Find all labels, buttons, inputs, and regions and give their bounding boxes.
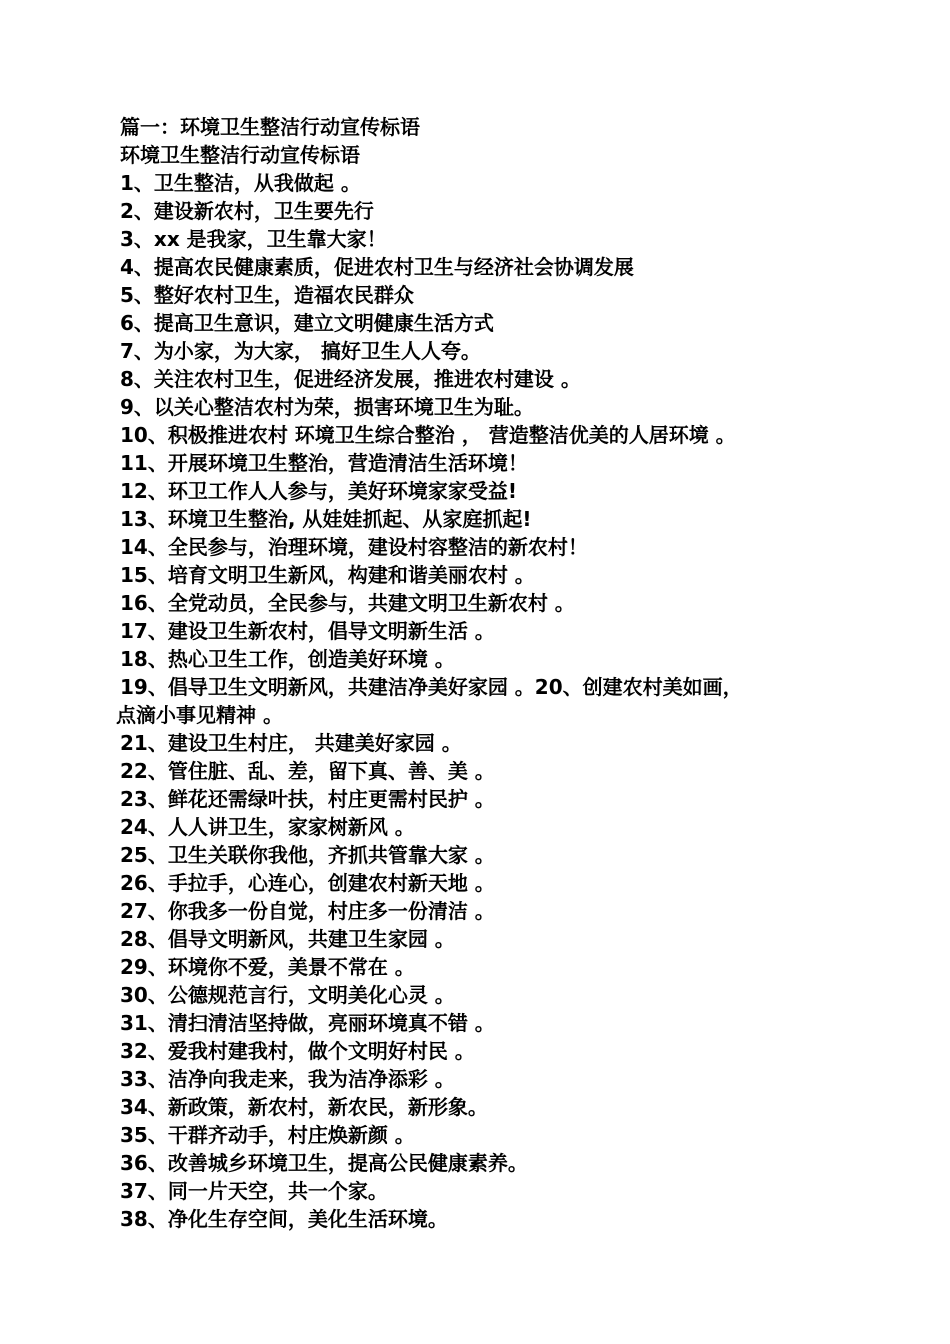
- slogan-item: 27、你我多一份自觉，村庄多一份清洁 。: [120, 899, 495, 923]
- slogan-item: 24、人人讲卫生，家家树新风 。: [120, 815, 415, 839]
- slogan-item: 18、热心卫生工作，创造美好环境 。: [120, 647, 455, 671]
- slogan-item: 28、倡导文明新风，共建卫生家园 。: [120, 927, 455, 951]
- slogan-item: 19、倡导卫生文明新风，共建洁净美好家园 。20、创建农村美如画，: [120, 675, 743, 699]
- slogan-item: 33、洁净向我走来，我为洁净添彩 。: [120, 1067, 455, 1091]
- slogan-item: 12、环卫工作人人参与，美好环境家家受益!: [120, 479, 517, 503]
- slogan-item: 35、干群齐动手，村庄焕新颜 。: [120, 1123, 415, 1147]
- slogan-item: 38、净化生存空间，美化生活环境。: [120, 1207, 448, 1231]
- slogan-item: 3、xx 是我家，卫生靠大家！: [120, 227, 387, 251]
- slogan-item: 21、建设卫生村庄， 共建美好家园 。: [120, 731, 462, 755]
- slogan-item: 25、卫生关联你我他，齐抓共管靠大家 。: [120, 843, 495, 867]
- slogan-item: 5、整好农村卫生，造福农民群众: [120, 283, 414, 307]
- document-heading: 篇一：环境卫生整洁行动宣传标语: [120, 115, 420, 139]
- slogan-item: 17、建设卫生新农村，倡导文明新生活 。: [120, 619, 495, 643]
- slogan-item: 8、关注农村卫生，促进经济发展，推进农村建设 。: [120, 367, 581, 391]
- slogan-item: 29、环境你不爱，美景不常在 。: [120, 955, 415, 979]
- slogan-item: 7、为小家，为大家， 搞好卫生人人夸。: [120, 339, 481, 363]
- slogan-item: 11、开展环境卫生整治，营造清洁生活环境！: [120, 451, 528, 475]
- slogan-item: 16、全党动员，全民参与，共建文明卫生新农村 。: [120, 591, 575, 615]
- slogan-item: 2、建设新农村，卫生要先行: [120, 199, 374, 223]
- slogan-item: 23、鲜花还需绿叶扶，村庄更需村民护 。: [120, 787, 495, 811]
- slogan-item: 10、积极推进农村 环境卫生综合整治 ， 营造整洁优美的人居环境 。: [120, 423, 736, 447]
- slogan-item: 31、清扫清洁坚持做，亮丽环境真不错 。: [120, 1011, 495, 1035]
- slogan-item: 1、卫生整洁，从我做起 。: [120, 171, 361, 195]
- document-body: [116, 113, 856, 1233]
- slogan-item: 34、新政策，新农村，新农民，新形象。: [120, 1095, 488, 1119]
- slogan-item: 26、手拉手，心连心，创建农村新天地 。: [120, 871, 495, 895]
- slogan-item: 14、全民参与，治理环境，建设村容整洁的新农村！: [120, 535, 588, 559]
- slogan-item: 30、公德规范言行，文明美化心灵 。: [120, 983, 455, 1007]
- document-subheading: 环境卫生整洁行动宣传标语: [120, 143, 360, 167]
- slogan-item: 15、培育文明卫生新风，构建和谐美丽农村 。: [120, 563, 535, 587]
- slogan-item: 36、改善城乡环境卫生，提高公民健康素养。: [120, 1151, 528, 1175]
- slogan-item: 22、管住脏、乱、差，留下真、善、美 。: [120, 759, 495, 783]
- slogan-item: 4、提高农民健康素质，促进农村卫生与经济社会协调发展: [120, 255, 634, 279]
- slogan-item: 6、提高卫生意识，建立文明健康生活方式: [120, 311, 494, 335]
- slogan-item: 9、以关心整洁农村为荣，损害环境卫生为耻。: [120, 395, 534, 419]
- slogan-item: 32、爱我村建我村，做个文明好村民 。: [120, 1039, 475, 1063]
- slogan-item: 13、环境卫生整治, 从娃娃抓起、从家庭抓起!: [120, 507, 532, 531]
- slogan-item-continuation: 点滴小事见精神 。: [116, 703, 283, 727]
- slogan-item: 37、同一片天空，共一个家。: [120, 1179, 388, 1203]
